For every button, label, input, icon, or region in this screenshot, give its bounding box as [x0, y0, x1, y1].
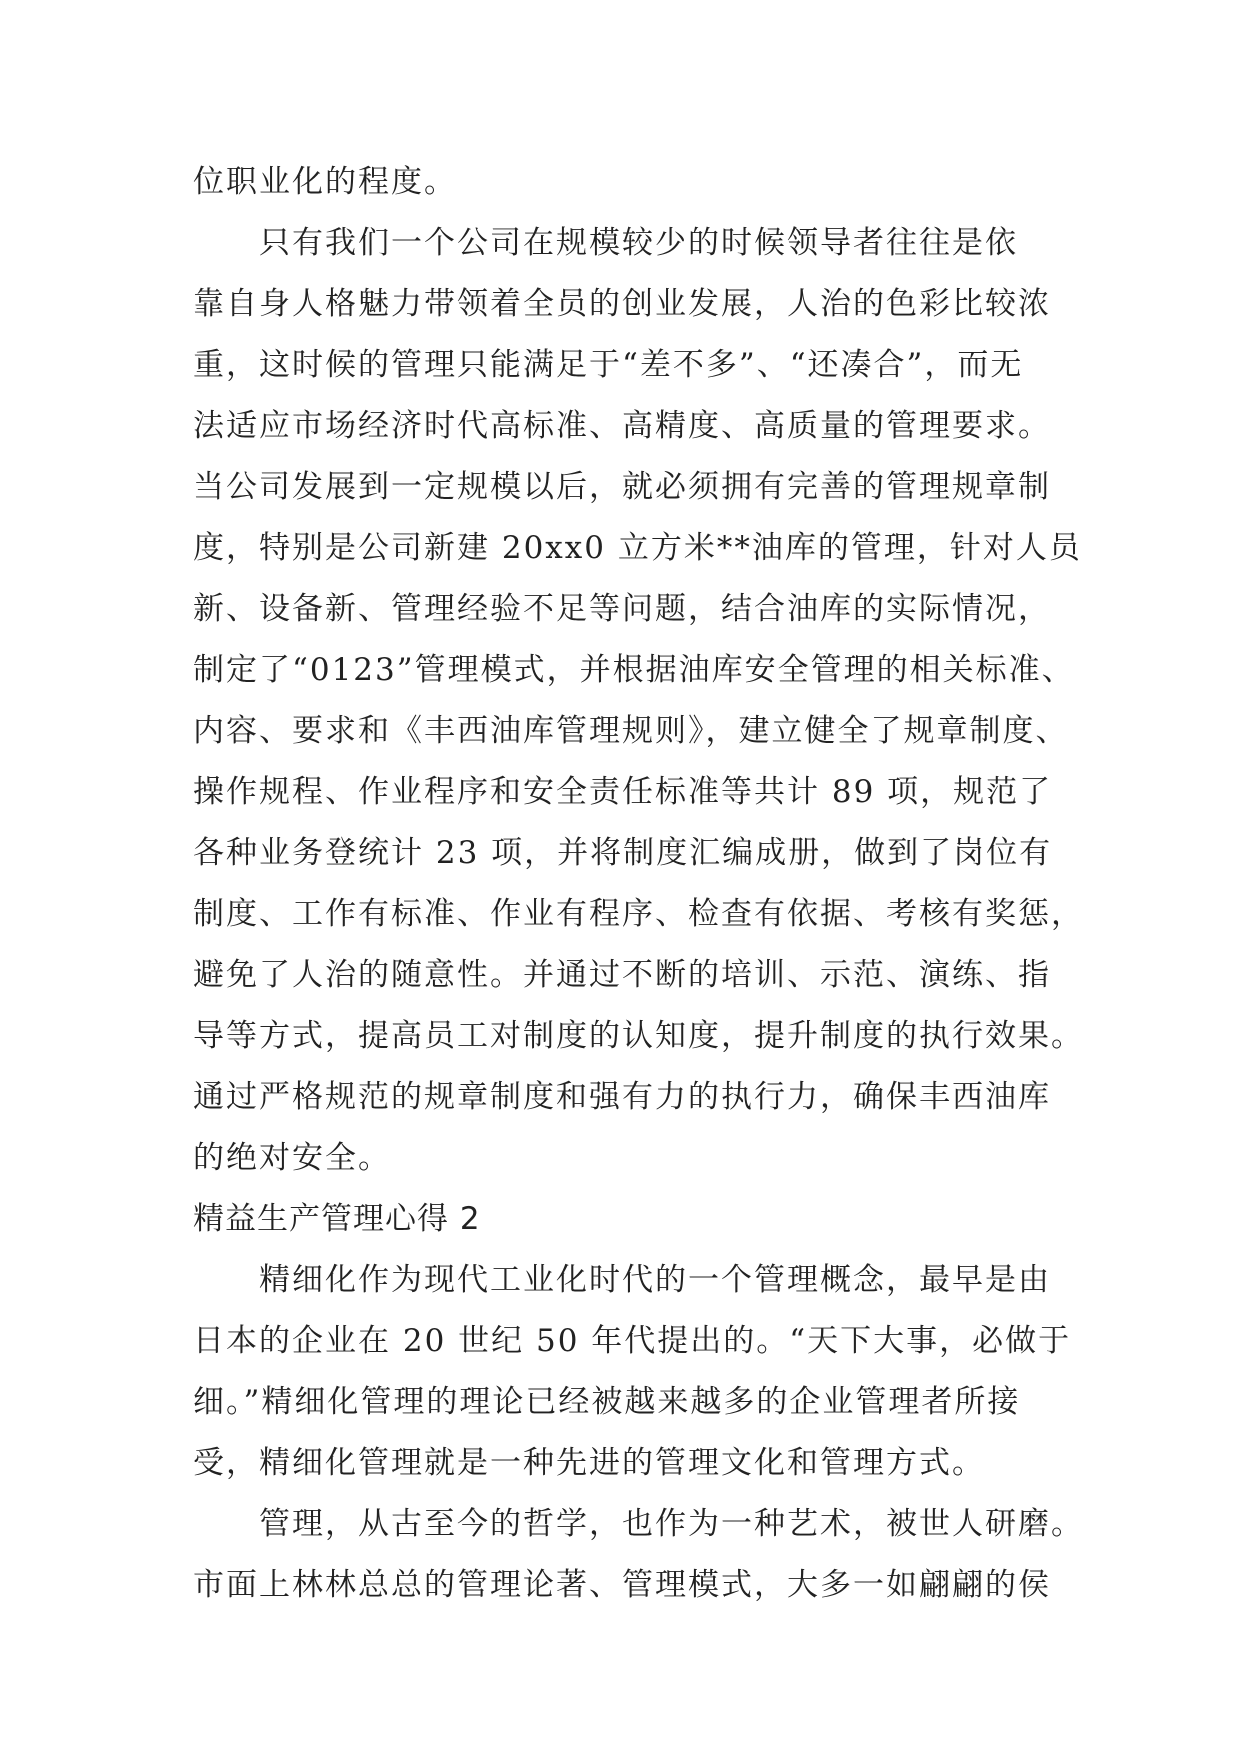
text-line: 制度、工作有标准、作业有程序、检查有依据、考核有奖惩， [193, 896, 1084, 932]
paragraph-start-line: 管理，从古至今的哲学，也作为一种艺术，被世人研磨。 [259, 1506, 1084, 1542]
text-line: 各种业务登统计 23 项，并将制度汇编成册，做到了岗位有 [193, 835, 1053, 871]
text-line: 重，这时候的管理只能满足于“差不多”、“还凑合”，而无 [193, 347, 1024, 383]
text-line: 法适应市场经济时代高标准、高精度、高质量的管理要求。 [193, 408, 1051, 444]
paragraph-start-line: 精细化作为现代工业化时代的一个管理概念，最早是由 [259, 1262, 1051, 1298]
text-line: 细。”精细化管理的理论已经被越来越多的企业管理者所接 [193, 1384, 1021, 1420]
text-line: 导等方式，提高员工对制度的认知度，提升制度的执行效果。 [193, 1018, 1084, 1054]
text-line: 度，特别是公司新建 20xx0 立方米**油库的管理，针对人员 [193, 530, 1082, 566]
text-line: 市面上林林总总的管理论著、管理模式，大多一如翩翩的侯 [193, 1567, 1051, 1603]
document-body [193, 152, 1084, 1616]
section-heading: 精益生产管理心得 2 [193, 1201, 481, 1237]
text-line: 内容、要求和《丰西油库管理规则》，建立健全了规章制度、 [193, 713, 1069, 749]
text-line: 受，精细化管理就是一种先进的管理文化和管理方式。 [193, 1445, 985, 1481]
text-line: 日本的企业在 20 世纪 50 年代提出的。“天下大事，必做于 [193, 1323, 1072, 1359]
text-line: 操作规程、作业程序和安全责任标准等共计 89 项，规范了 [193, 774, 1053, 810]
text-line: 通过严格规范的规章制度和强有力的执行力，确保丰西油库 [193, 1079, 1051, 1115]
text-line: 位职业化的程度。 [193, 164, 457, 200]
text-line: 新、设备新、管理经验不足等问题，结合油库的实际情况， [193, 591, 1051, 627]
text-line: 制定了“0123”管理模式，并根据油库安全管理的相关标准、 [193, 652, 1075, 688]
text-line: 避免了人治的随意性。并通过不断的培训、示范、演练、指 [193, 957, 1051, 993]
paragraph-start-line: 只有我们一个公司在规模较少的时候领导者往往是依 [259, 225, 1018, 261]
text-line: 的绝对安全。 [193, 1140, 391, 1176]
text-line: 当公司发展到一定规模以后，就必须拥有完善的管理规章制 [193, 469, 1051, 505]
text-line: 靠自身人格魅力带领着全员的创业发展，人治的色彩比较浓 [193, 286, 1051, 322]
